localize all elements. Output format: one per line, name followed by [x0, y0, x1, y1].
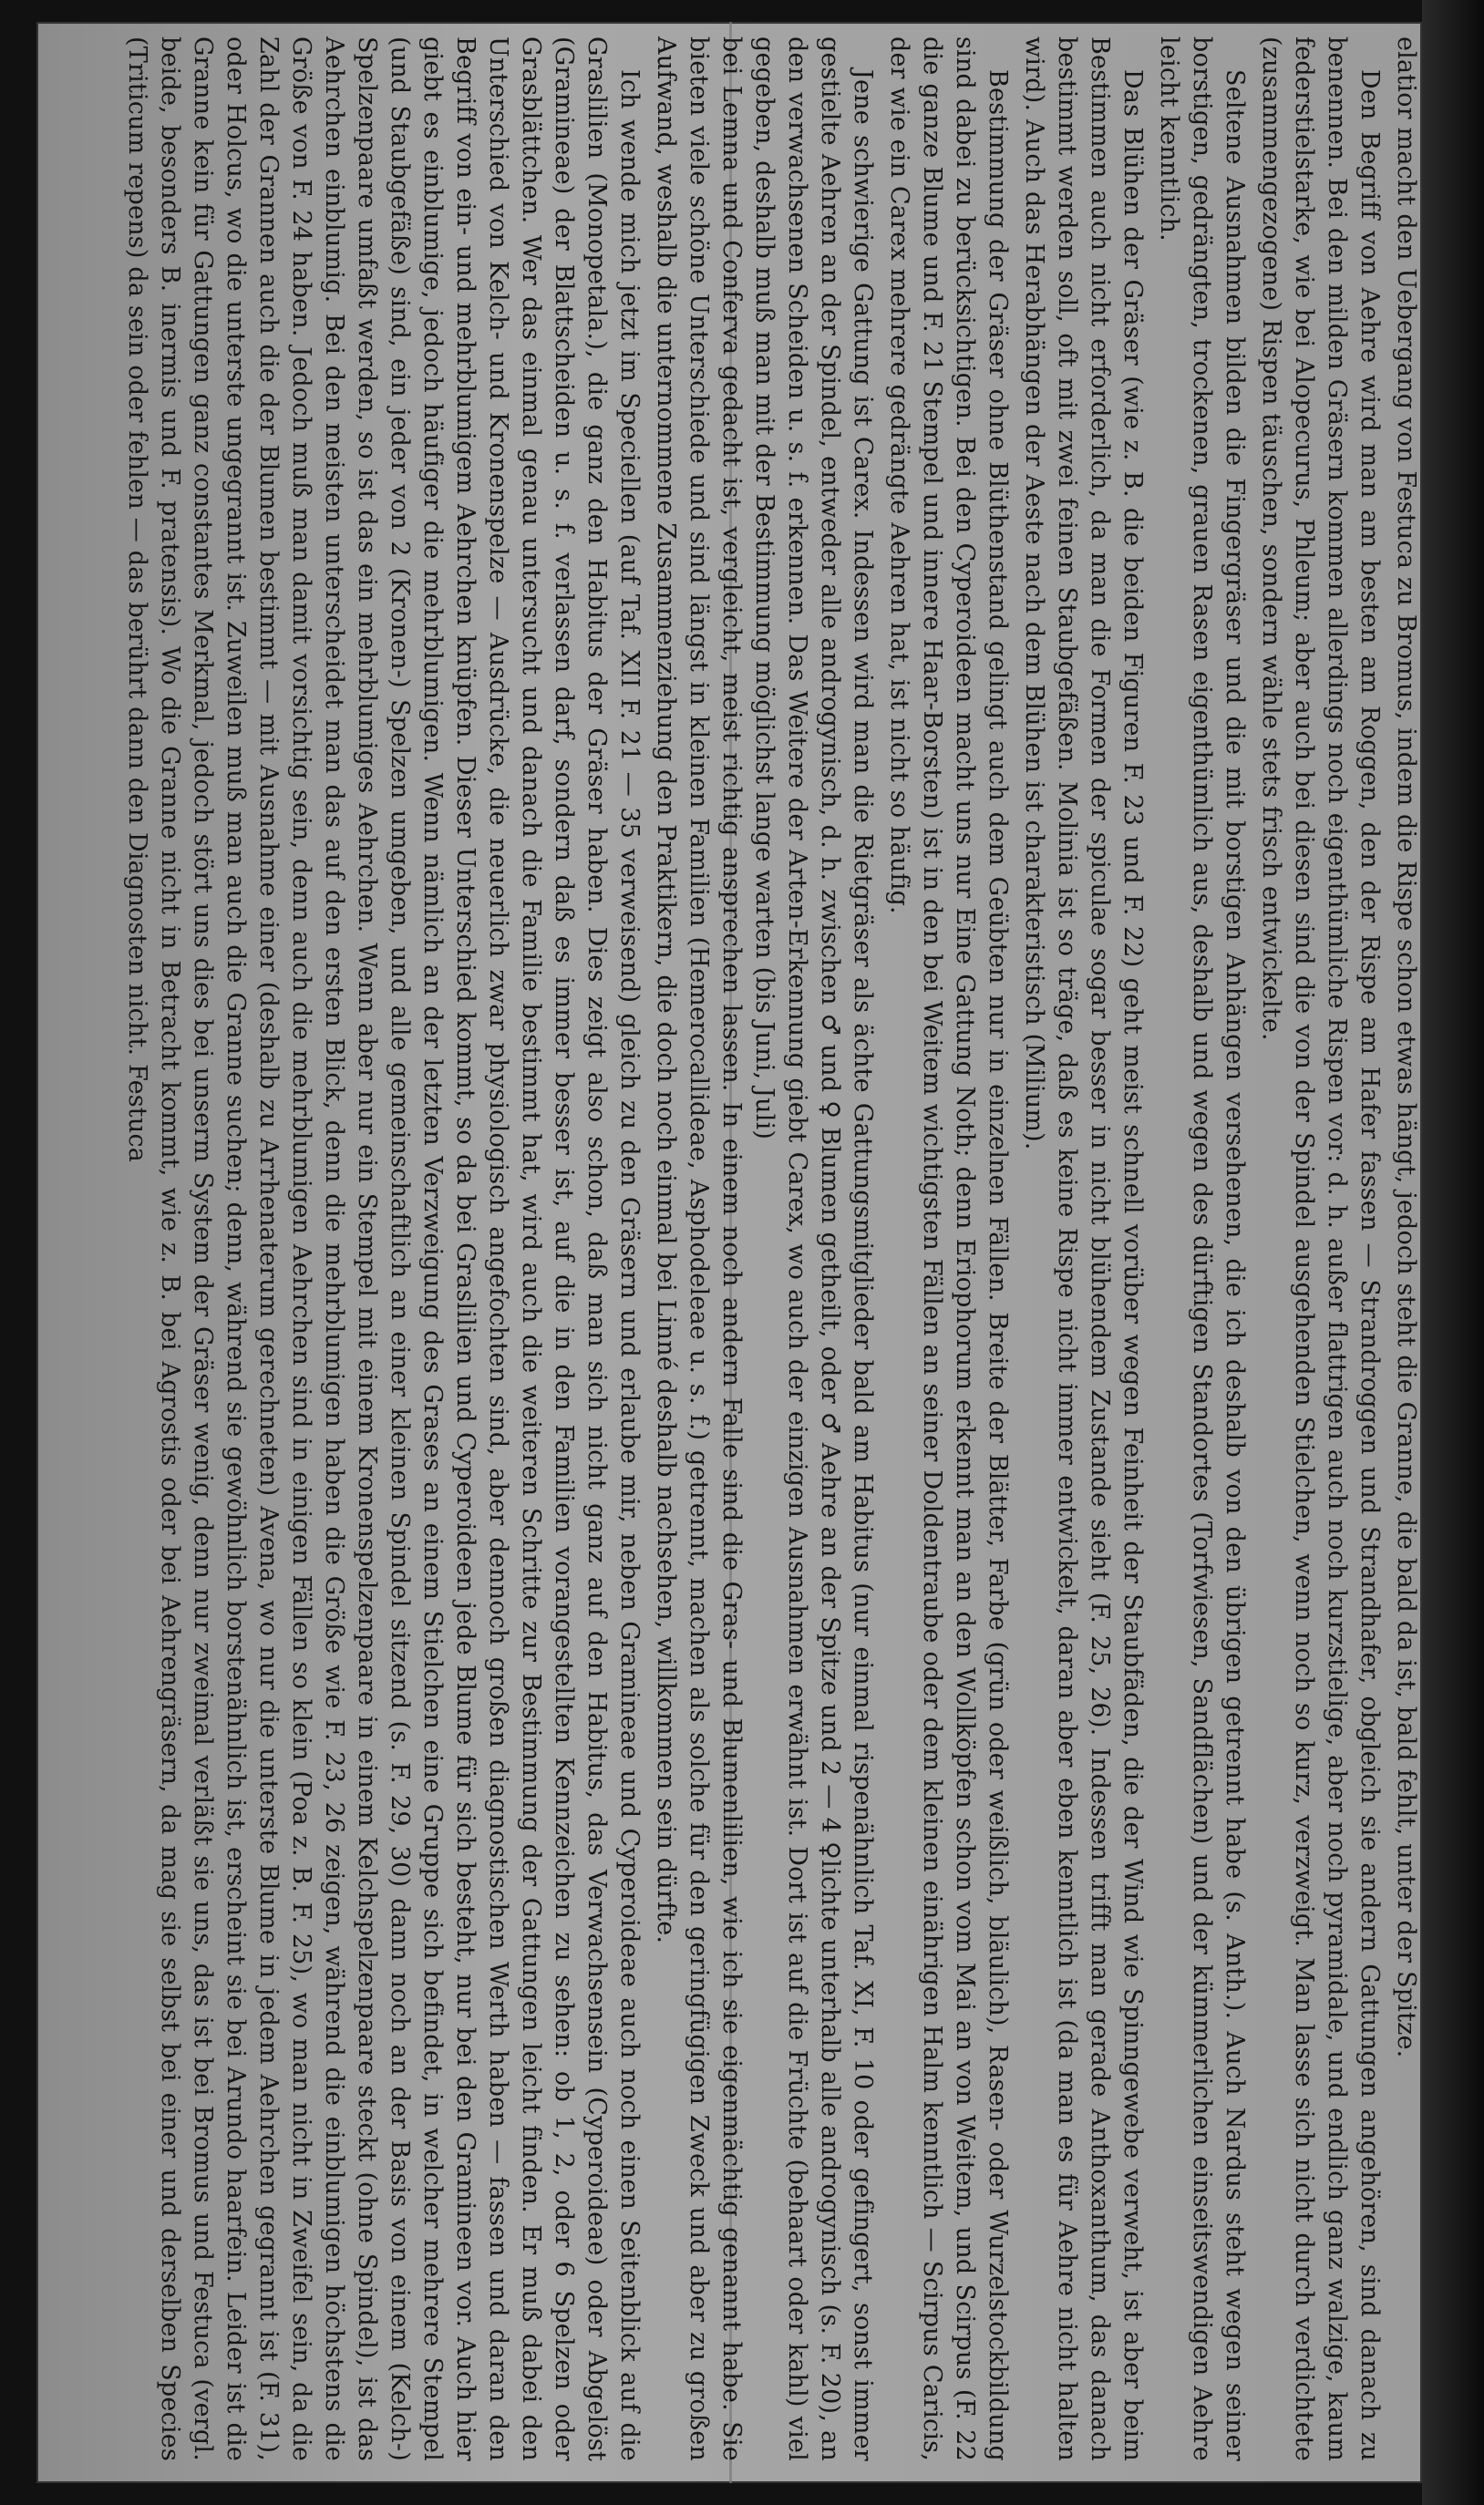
- paragraph: Jene schwierige Gattung ist Carex. Indessen wird man die Rietgräser als ächte Gattungsmitglieder bald am Habitus (nur einmal rispenähnlich Taf. XI, F. 10 oder gefingert, sonst immer gestielte Aehren an der Spindel, entweder alle androgynisch, d. h. zwischen ♂ und ♀ Blumen getheilt, oder ♂ Aehre an der Spitze und 2 — 4 ♀lichte unterhalb alle androgynisch (s. F. 20), an den verwachsenen Scheiden u. s. f. erkennen. Das Weitere der Arten-Erkennung giebt Carex, wo auch der einzigen Ausnahmen erwähnt ist. Dort ist auf die Früchte (behaart oder kahl) viel gegeben, deshalb muß man mit der Bestimmung möglichst lange warten (bis Juni, Juli): [750, 36, 877, 2461]
- paragraph: Bestimmung der Gräser ohne Blüthenstand gelingt auch dem Geübten nur in einzelnen Fällen. Breite der Blätter, Farbe (grün oder weißlich, bläulich), Rasen- oder Wurzelstockbildung sind dabei zu berücksichtigen. Bei den Cyperoideen macht uns nur Eine Gattung Noth; denn Eriophorum erkennt man an den Wollköpfen schon vom Mai an von Weitem, und Scirpus (F. 22 die ganze Blume und F. 21 Stempel und innere Haar-Borsten) ist in den bei Weitem wichtigsten Fällen an seiner Doldentraube oder dem kleinen einährigen Halm kenntlich — Scirpus Caricis, der wie ein Carex mehrere gedrängte Aehren hat, ist nicht so häufig.: [885, 36, 1012, 2461]
- paragraph: Den Begriff von Aehre wird man am besten am Roggen, den der Rispe am Hafer fassen — Strandroggen und Strandhafer, obgleich sie andern Gattungen angehören, sind danach zu benennen. Bei den milden Gräsern kommen allerdings noch eigenthümliche Rispen vor: d. h. außer flattrigen auch noch kurzstielige, aber noch pyramidale, und endlich ganz walzige, kaum federstielstarke, wie bei Alopecurus, Phleum; aber auch bei diesen sind die von der Spindel ausgehenden Stielchen, wenn noch so kurz, verzweigt. Man lasse sich nicht durch verdichtete (zusammengezogene) Rispen täuschen, sondern wähle stets frisch entwickelte.: [1257, 36, 1384, 2461]
- paragraph: bei Lemna und Conferva gedacht ist, vergleicht, meist richtig ansprechen lassen. In einem noch andern Falle sind die Gras- und Blumenlilien, wie ich sie eigenmächtig genannt habe. Sie bieten viele schöne Unterschiede und sind längst in kleinen Familien (Hemerocallideae, Asphodeleae u. s. f.) getrennt, machen als solche für den geringfügigen Zweck und aber zu großen Aufwand, weshalb die unternommene Zusammenziehung den Praktikern, die doch noch einmal bei Linné deshalb nachsehen, willkommen sein dürfte.: [652, 36, 746, 2461]
- scan-edge: [1422, 0, 1484, 2505]
- paragraph: Ich wende mich jetzt im Speciellen (auf Taf. XII F. 21 — 35 verweisend) gleich zu den Gräsern und erlaube mir, neben Gramineae und Cyperoideae auch noch einen Seitenblick auf die Graslilien (Monopetala.), die ganz den Habitus der Gräser haben. Dies zeigt also schon, daß man sich nicht ganz auf den Habitus, das Verwachsensein (Cyperoideae) oder Abgelöst (Gramineae) der Blattscheiden u. s. f. verlassen darf, sondern daß es immer besser ist, auf die in den Familien vorangestellten Kennzeichen zu sehen: ob 1, 2, oder 6 Spelzen oder Grasblättchen. Wer das einmal genau untersucht und danach die Familie bestimmt hat, wird auch die weiteren Schritte zur Bestimmung der Gattungen leicht finden. Er muß dabei den Unterschied von Kelch- und Kronenspelze — Ausdrücke, die neuerlich zwar physiologisch angefochten sind, aber dennoch großen diagnostischen Werth haben — fassen und daran den Begriff von ein- und mehrblumigem Aehrchen knüpfen. Dieser Unterschied kommt, so da bei Graslilien und Cyperoideen jede Blume für sich besteht, nur bei den Gramineen vor. Auch hier giebt es einblumige, jedoch häufiger die mehrblumigen. Wenn nämlich an der letzten Verzweigung des Grases an einem Stielchen eine Gruppe sich befindet, in welcher mehrere Stempel (und Staubgefäße) sind, ein jeder von 2 (Kronen-) Spelzen umgeben, und alle gemeinschaftlich an einer kleinen Spindel sitzend (s. F. 29, 30) dann noch an der Basis von einem (Kelch-) Spelzenpaare umfaßt werden, so ist das ein mehrblumiges Aehrchen. Wenn aber nur ein Stempel mit einem Kronenspelzenpaare in einem Kelchspelzenpaare steckt (ohne Spindel), ist das Aehrchen einblumig. Bei den meisten unterscheidet man das auf den ersten Blick, denn die mehrblumigen haben die Größe wie F. 23, 26 zeigen, während die einblumigen höchstens die Größe von F. 24 haben. Jedoch muß man damit vorsichtig sein, denn auch die mehrblumigen Aehrchen sind in einigen Fällen so klein (Poa z. B. F. 25), wo man nicht in Zweifel sein, da die Zahl der Grannen auch die der Blumen bestimmt — mit Ausnahme einer (deshalb zu Arrhenaterum gerechneten) Avena, wo nur die unterste Blume in jedem Aehrchen gegrannt ist (F. 31), oder Holcus, wo die unterste ungegrannt ist. Zuweilen muß man auch die Granne suchen; denn, während sie gewöhnlich borstenähnlich ist, erscheint sie bei Arundo haarfein. Leider ist die Granne kein für Gattungen ganz constantes Merkmal, jedoch stört uns dies bei unserm System der Gräser wenig, denn nur zweimal verläßt sie uns, das ist bei Bromus und Festuca (vergl. beide, besonders B. inermis und F. pratensis). Wo die Granne nicht in Betracht kommt, wie z. B. bei Agrostis oder bei Aehrengräsern, da mag sie selbst bei einer und derselben Species (Triticum repens) da sein oder fehlen — das berührt dann den Diagnosten nicht. Festuca: [123, 36, 644, 2461]
- text-column-right: [750, 36, 1422, 2461]
- paragraph: Das Blühen der Gräser (wie z. B. die beiden Figuren F. 23 und F. 22) geht meist schnell vorüber wegen Feinheit der Staubfäden, die der Wind wie Spinngewebe verweht, ist aber beim Bestimmen auch nicht erforderlich, da man die Formen der spiculae sogar besser in nicht blühendem Zustande sieht (F. 25, 26). Indessen trifft man gerade Anthoxanthum, das danach bestimmt werden soll, oft mit zwei feinen Staubgefäßen. Molinia ist so träge, daß es keine Rispe nicht immer entwickelt, daran aber eben kenntlich ist (da man es für Aehre nicht halten wird). Auch das Herabhängen der Aeste nach dem Blühen ist charakteristisch (Milium).: [1020, 36, 1147, 2461]
- paragraph: elatior macht den Uebergang von Festuca zu Bromus, indem die Rispe schon etwas hängt, jedoch steht die Granne, die bald da ist, bald fehlt, unter der Spitze.: [1392, 36, 1420, 2058]
- paragraph: Seltene Ausnahmen bilden die Fingergräser und die mit borstigen Anhängen versehenen, die ich deshalb von den übrigen getrennt habe (s. Anth.). Auch Nardus steht wegen seiner borstigen, gedrängten, trockenen, grauen Rasen eigenthümlich aus, deshalb und wegen des dürftigen Standortes (Torfwiesen, Sandflächen) und der kümmerlichen einseitswendigen Aehre leicht kenntlich.: [1155, 36, 1249, 2461]
- text-column-left: [36, 36, 747, 2461]
